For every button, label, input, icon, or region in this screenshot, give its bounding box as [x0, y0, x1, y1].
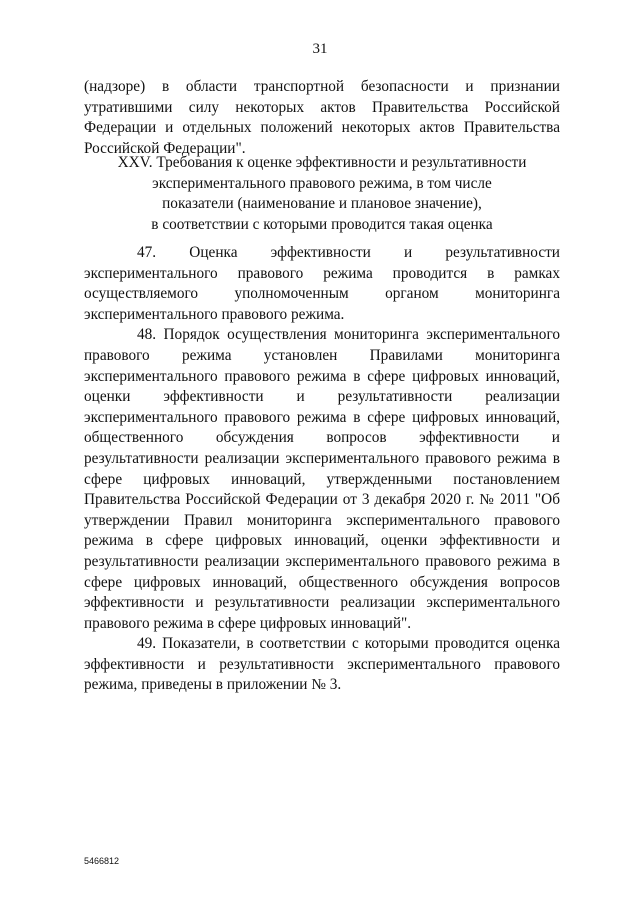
page-number: 31 [312, 41, 328, 57]
section-heading-line: экспериментального правового режима, в том числе [152, 174, 492, 192]
point-48: 48. Порядок осуществления мониторинга экспериментального правового режима установлен Правилами мониторинга экспериментального правового режима в сфере цифровых инноваций, оценки эффективности и результативности реализации экспериментального правового режима в сфере цифровых инноваций, общественного обсуждения вопросов эффективности и результативности реализации экспериментального правового режима в сфере цифровых инноваций, утвержденными постановлением Правительства Российской Федерации от 3 декабря 2020 г. № 2011 "Об утверждении Правил мониторинга экспериментального правового режима в сфере цифровых инноваций, оценки эффективности и результативности реализации экспериментального правового режима в сфере цифровых инноваций, общественного обсуждения вопросов эффективности и результативности реализации экспериментального правового режима в сфере цифровых инноваций". [84, 326, 560, 632]
section-heading-line: в соответствии с которыми проводится такая оценка [151, 215, 493, 233]
section-heading [84, 153, 560, 235]
section-heading-line: показатели (наименование и плановое значение), [162, 195, 482, 213]
point-47: 47. Оценка эффективности и результативности экспериментального правового режима проводится в рамках осуществляемого уполномоченным органом мониторинга экспериментального правового режима. [84, 244, 560, 323]
section-heading-line: XXV. Требования к оценке эффективности и результативности [117, 154, 527, 171]
numbered-points [84, 243, 560, 696]
continuation-paragraph: (надзоре) в области транспортной безопасности и признании утратившими силу некоторых актов Правительства Российской Федерации и отдельных положений некоторых актов Правительства Российской Федерации". [84, 78, 560, 157]
document-code: 5466812 [84, 856, 120, 866]
point-49: 49. Показатели, в соответствии с которыми проводится оценка эффективности и результативности экспериментального правового режима, приведены в приложении № 3. [84, 635, 560, 694]
